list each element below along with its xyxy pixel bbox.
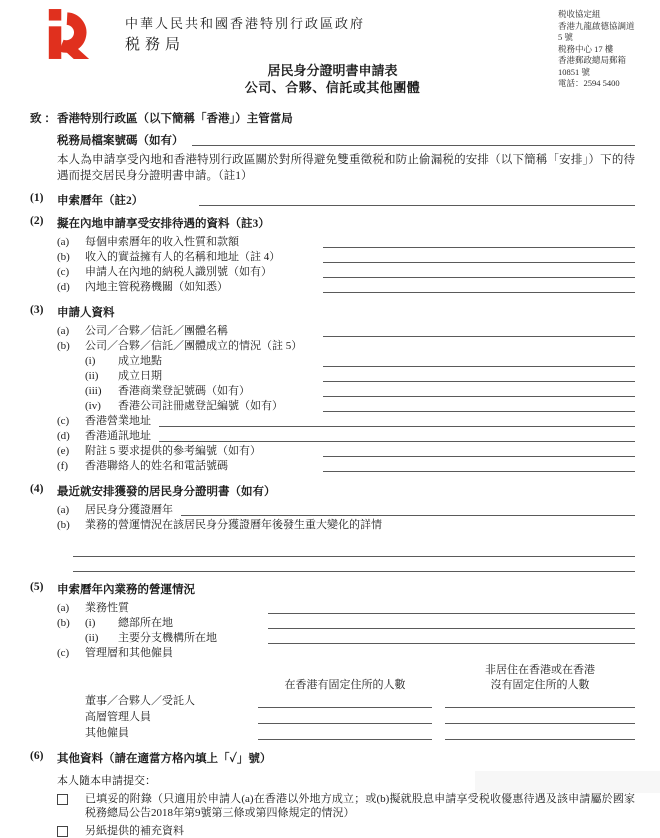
item-3b-iv: [57, 399, 635, 414]
section-5-items: [30, 601, 635, 661]
table-row-other-employees: [85, 724, 635, 740]
section-2-items: [30, 235, 635, 295]
table-row-directors: [85, 692, 635, 708]
item-5c-label: 管理層和其他僱員: [85, 647, 173, 659]
ird-logo: [44, 9, 92, 64]
supplementary-checkbox-label: 另紙提供的補充資料: [85, 825, 184, 837]
item-letter: (a): [57, 325, 70, 337]
item-3e: [57, 444, 635, 459]
item-5b-ii-label: 主要分支機構所在地: [118, 632, 217, 644]
item-3b-i-label: 成立地點: [118, 355, 162, 367]
item-letter: (b): [57, 617, 70, 629]
section-1-title: 申索曆年（註2）: [57, 195, 144, 207]
item-2a: [57, 235, 635, 250]
row-label-directors: 董事／合夥人／受託人: [85, 695, 195, 707]
item-roman: (i): [85, 355, 96, 367]
item-2c: [57, 265, 635, 280]
department-address: [558, 9, 635, 90]
section-3-number: (3): [30, 304, 44, 316]
senior-mgmt-hk-count-input-line[interactable]: [258, 708, 432, 724]
item-3b-iv-label: 香港公司註冊處登記編號（如有）: [118, 400, 283, 412]
item-4a-label: 居民身分獲證曆年: [85, 504, 173, 516]
row-label-senior-management: 高層管理人員: [85, 711, 151, 723]
item-roman: (iii): [85, 385, 102, 397]
item-2d: [57, 280, 635, 295]
item-roman: (ii): [85, 632, 99, 644]
col-non-hk-residence-header-line2: 沒有固定住所的人數: [490, 678, 590, 691]
item-4a-input-line[interactable]: [181, 503, 635, 516]
section-6-header: [30, 750, 635, 766]
item-3b-iii-label: 香港商業登記號碼（如有）: [118, 385, 250, 397]
appendix-checkbox[interactable]: [57, 794, 68, 805]
item-letter: (c): [57, 647, 70, 659]
item-letter: (b): [57, 251, 70, 263]
file-number-label: 税務局檔案號碼（如有）: [57, 135, 184, 147]
scan-artifact: [475, 771, 660, 793]
section-3-header: [30, 304, 635, 320]
col-non-hk-residence-header-line1: 非居住在香港或在香港: [485, 664, 595, 676]
item-5a-label: 業務性質: [85, 602, 129, 614]
address-phone: 電話：2594 5400: [558, 78, 620, 88]
directors-hk-count-input-line[interactable]: [258, 692, 432, 708]
section-4-title: 最近就安排獲發的居民身分證明書（如有）: [57, 486, 276, 498]
item-3c: [57, 414, 635, 429]
address-unit: 税收協定組: [558, 9, 601, 19]
item-2b: [57, 250, 635, 265]
item-letter: (c): [57, 415, 70, 427]
item-3b-i: [57, 354, 635, 369]
item-letter: (a): [57, 236, 70, 248]
addressee-text: 香港特別行政區（以下簡稱「香港」）主管當局: [57, 113, 293, 125]
item-2a-input-line[interactable]: [323, 235, 635, 248]
section-2-number: (2): [30, 215, 44, 227]
item-2c-input-line[interactable]: [323, 265, 635, 278]
section-4-number: (4): [30, 483, 44, 495]
item-4a: [57, 503, 635, 518]
item-4b-input-line-2[interactable]: [73, 557, 635, 572]
item-letter: (d): [57, 281, 70, 293]
item-5b-ii: [57, 631, 635, 646]
row-label-other-employees: 其他僱員: [85, 727, 129, 739]
item-3c-label: 香港營業地址: [85, 415, 151, 427]
declaration-paragraph: 本人為申請享受內地和香港特別行政區關於對所得避免雙重徵税和防止偷漏税的安排（以下簡稱「安排」）下的待遇而提交居民身分證明書申請。（註1）: [57, 154, 635, 182]
form-subtitle: 公司、合夥、信託或其他團體: [244, 80, 421, 95]
section-3-items: [30, 324, 635, 474]
item-5b-ii-input-line[interactable]: [268, 631, 635, 644]
item-3a-input-line[interactable]: [323, 324, 635, 337]
section-4-header: [30, 483, 635, 499]
directors-non-hk-count-input-line[interactable]: [445, 692, 635, 708]
col-hk-residence-header: 在香港有固定住所的人數: [284, 678, 406, 691]
staff-table-header: [85, 663, 635, 692]
item-5a: [57, 601, 635, 616]
file-number-input-line[interactable]: [192, 132, 636, 146]
item-3c-input-line[interactable]: [159, 414, 635, 427]
item-3b: [57, 339, 635, 354]
submission-intro: 本人隨本申請提交：: [57, 775, 156, 787]
item-letter: (d): [57, 430, 70, 442]
item-letter: (b): [57, 340, 70, 352]
senior-mgmt-non-hk-count-input-line[interactable]: [445, 708, 635, 724]
section-1-row: [30, 192, 635, 208]
item-3b-ii-label: 成立日期: [118, 370, 162, 382]
item-2b-input-line[interactable]: [323, 250, 635, 263]
item-3a: [57, 324, 635, 339]
section-3-title: 申請人資料: [57, 307, 115, 319]
section-2-title: 擬在內地申請享受安排待遇的資料（註3）: [57, 218, 270, 230]
item-4b-label: 業務的營運情況在該居民身分獲證曆年後發生重大變化的詳情: [85, 519, 382, 531]
table-row-senior-management: [85, 708, 635, 724]
item-3d-input-line[interactable]: [159, 429, 635, 442]
supplementary-checkbox[interactable]: [57, 826, 68, 837]
claim-year-input-line[interactable]: [199, 192, 635, 206]
item-4b: [57, 518, 635, 533]
department-name: 税務局: [125, 37, 186, 53]
item-3f-input-line[interactable]: [323, 459, 635, 472]
item-3a-label: 公司／合夥／信託／團體名稱: [85, 325, 228, 337]
item-letter: (a): [57, 504, 70, 516]
item-roman: (ii): [85, 370, 99, 382]
item-4b-input-line-1[interactable]: [73, 542, 635, 557]
item-2a-label: 每個申索曆年的收入性質和款額: [85, 236, 239, 248]
item-2d-label: 內地主管税務機關（如知悉）: [85, 281, 228, 293]
item-letter: (b): [57, 519, 70, 531]
section-2-header: [30, 215, 635, 231]
item-roman: (iv): [85, 400, 101, 412]
item-3b-ii-input-line[interactable]: [323, 369, 635, 382]
item-2c-label: 申請人在內地的納税人識別號（如有）: [85, 266, 272, 278]
section-5-number: (5): [30, 581, 44, 593]
item-3e-label: 附註 5 要求提供的參考編號（如有）: [85, 445, 261, 457]
section-4-items: [30, 503, 635, 572]
item-roman: (i): [85, 617, 96, 629]
appendix-checkbox-label: 已填妥的附錄（只適用於申請人(a)在香港以外地方成立；或(b)擬就股息申請享受税收優惠待遇及該申請屬於國家税務總局公告2018年第9號第三條或第四條規定的情況）: [85, 793, 635, 819]
item-3b-iii-input-line[interactable]: [323, 384, 635, 397]
col-non-hk-residence-header: [445, 663, 635, 692]
item-5b-i-label: 總部所在地: [118, 617, 173, 629]
item-letter: (c): [57, 266, 70, 278]
item-3f: [57, 459, 635, 474]
item-letter: (a): [57, 602, 70, 614]
item-3b-ii: [57, 369, 635, 384]
address-pobox: 香港郵政總局郵箱 10851 號: [558, 55, 627, 77]
other-employees-hk-count-input-line[interactable]: [258, 724, 432, 740]
item-3d-label: 香港通訊地址: [85, 430, 151, 442]
section-6-number: (6): [30, 750, 44, 762]
item-3b-i-input-line[interactable]: [323, 354, 635, 367]
ird-logo-graphic: [44, 9, 92, 59]
file-number-row: [57, 132, 635, 148]
section-5-title: 申索曆年內業務的營運情況: [57, 584, 195, 596]
item-3e-input-line[interactable]: [323, 444, 635, 457]
government-name: 中華人民共和國香港特別行政區政府: [125, 16, 366, 31]
other-employees-non-hk-count-input-line[interactable]: [445, 724, 635, 740]
item-3f-label: 香港聯絡人的姓名和電話號碼: [85, 460, 228, 472]
item-2b-label: 收入的實益擁有人的名稱和地址（註 4）: [85, 251, 281, 263]
item-letter: (e): [57, 445, 70, 457]
item-2d-input-line[interactable]: [323, 280, 635, 293]
checkbox-row-supplementary: [57, 824, 635, 838]
section-6-title: 其他資料（請在適當方格內填上「✓」號）: [57, 753, 272, 765]
address-building: 税務中心 17 樓: [558, 43, 614, 54]
item-3d: [57, 429, 635, 444]
item-letter: (f): [57, 460, 68, 472]
item-5a-input-line[interactable]: [268, 601, 635, 614]
item-5b-i-input-line[interactable]: [268, 616, 635, 629]
item-5c: [57, 646, 635, 661]
staff-table: [85, 663, 635, 740]
item-letter: [57, 631, 85, 646]
address-street: 香港九龍啟德協調道 5 號: [558, 20, 635, 42]
item-3b-iv-input-line[interactable]: [323, 399, 635, 412]
to-prefix: 致 ：: [30, 113, 56, 125]
section-1-number: (1): [30, 192, 44, 204]
section-5-header: [30, 581, 635, 597]
item-3b-iii: [57, 384, 635, 399]
checkbox-row-appendix: [57, 792, 635, 820]
item-5b-i: [57, 616, 635, 631]
item-3b-label: 公司／合夥／信託／團體成立的情況（註 5）: [85, 340, 303, 352]
addressee-row: [30, 110, 635, 126]
form-title: 居民身分證明書申請表: [267, 63, 398, 78]
